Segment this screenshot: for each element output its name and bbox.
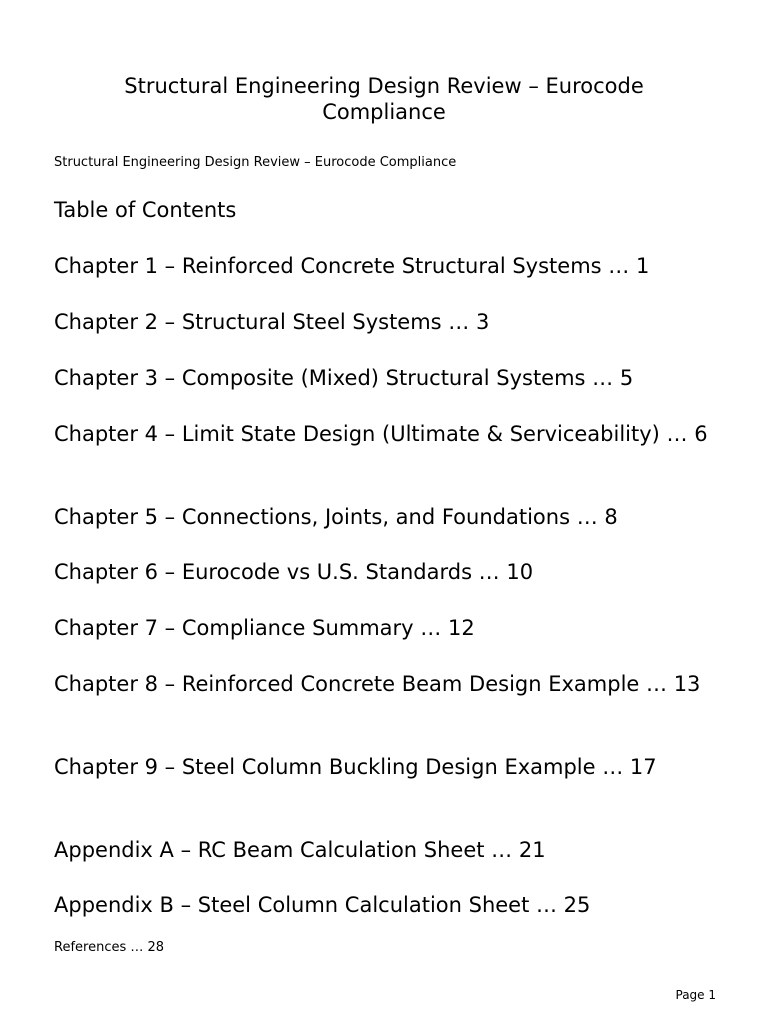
toc-entry: Chapter 6 – Eurocode vs U.S. Standards … 10 bbox=[54, 560, 534, 584]
toc-heading: Table of Contents bbox=[54, 198, 237, 222]
toc-references-entry: References … 28 bbox=[54, 940, 165, 955]
document-title: Structural Engineering Design Review – Eurocode Compliance bbox=[124, 74, 644, 124]
toc-entry: Appendix B – Steel Column Calculation Sheet … 25 bbox=[54, 893, 591, 917]
toc-entry: Chapter 7 – Compliance Summary … 12 bbox=[54, 616, 475, 640]
page-number: Page 1 bbox=[675, 988, 716, 1002]
toc-entry: Chapter 8 – Reinforced Concrete Beam Design Example … 13 bbox=[54, 672, 701, 696]
toc-entry: Chapter 3 – Composite (Mixed) Structural Systems … 5 bbox=[54, 366, 634, 390]
running-header: Structural Engineering Design Review – Eurocode Compliance bbox=[54, 155, 457, 170]
toc-entry: Appendix A – RC Beam Calculation Sheet … 21 bbox=[54, 838, 546, 862]
toc-entry: Chapter 5 – Connections, Joints, and Foundations … 8 bbox=[54, 505, 618, 529]
toc-entry: Chapter 4 – Limit State Design (Ultimate & Serviceability) … 6 bbox=[54, 422, 708, 446]
toc-entry: Chapter 2 – Structural Steel Systems … 3 bbox=[54, 310, 490, 334]
toc-entry: Chapter 9 – Steel Column Buckling Design Example … 17 bbox=[54, 755, 657, 779]
toc-entry: Chapter 1 – Reinforced Concrete Structural Systems … 1 bbox=[54, 254, 650, 278]
